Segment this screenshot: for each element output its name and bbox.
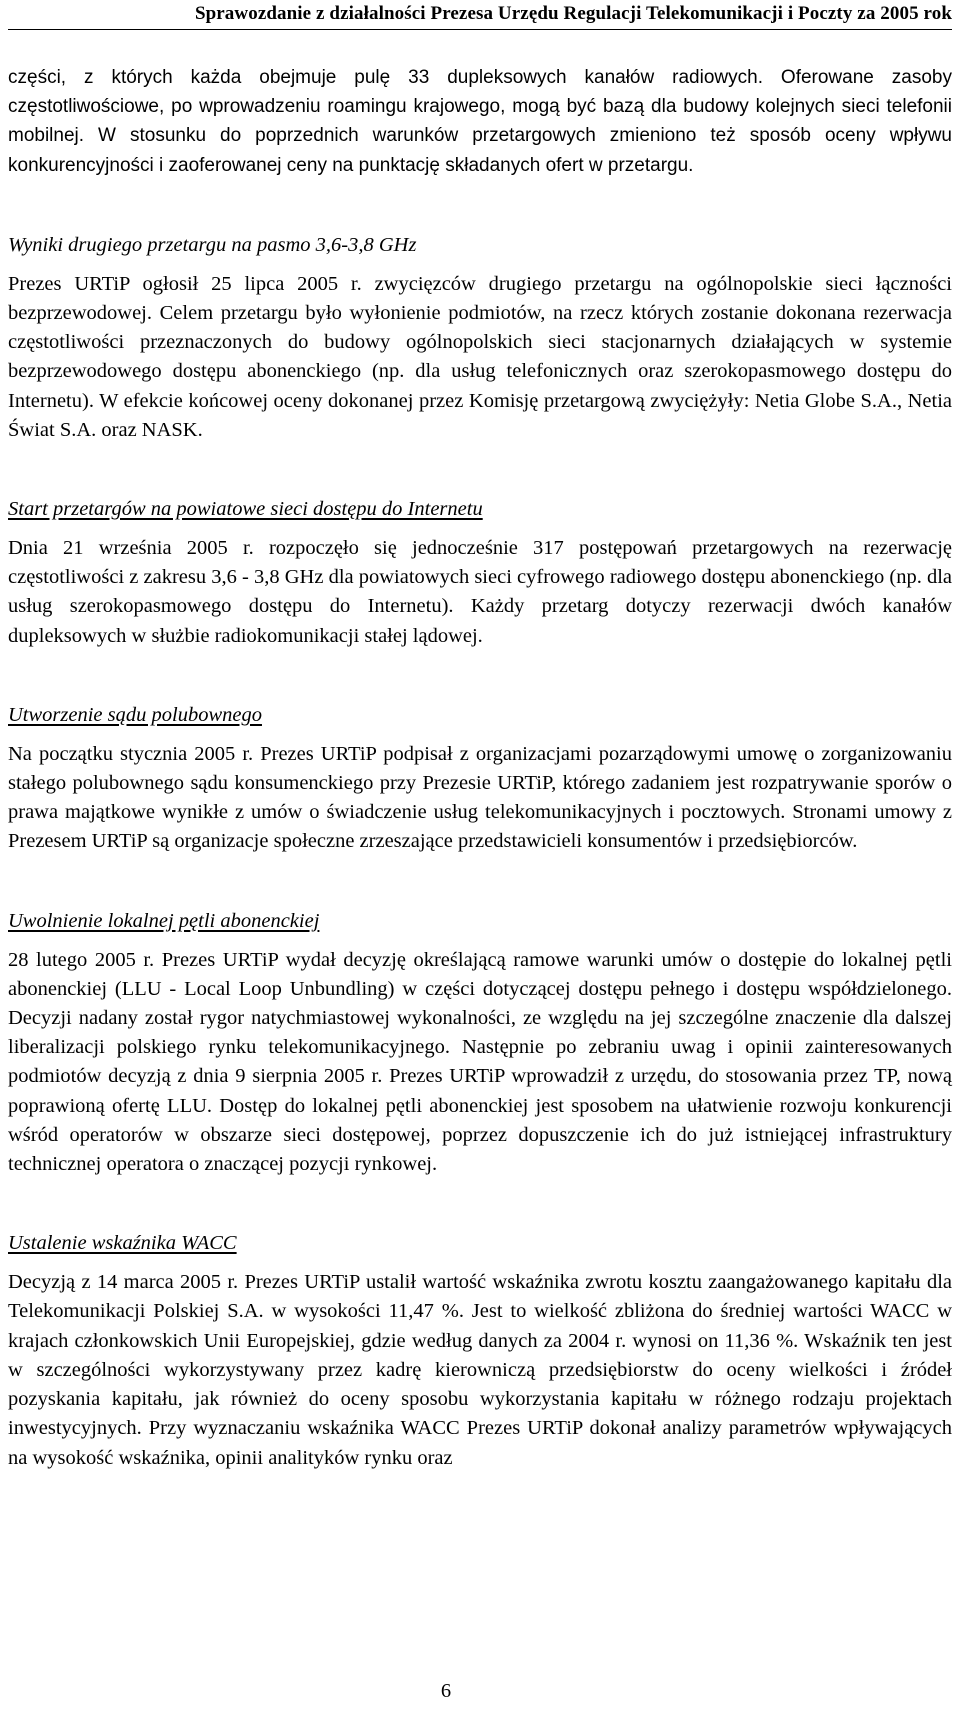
section-paragraph-lokalna-petla: 28 lutego 2005 r. Prezes URTiP wydał decyzję określającą ramowe warunki umów o dostępie do lokalnej pętli abonenckiej (LLU - Local Loop Unbundling) w części dotyczącej dostępu pełnego i dostępu współdzielonego. Decyzji nadany został rygor natychmiastowej wykonalności, ze względu na jej szczególne znaczenie dla dalszej liberalizacji polskiego rynku telekomunikacyjnego. Następnie po zebraniu uwag i opinii zainteresowanych podmiotów decyzją z dnia 9 sierpnia 2005 r. Prezes URTiP wprowadził z urzędu, do stosowania przez TP, nową poprawioną ofertę LLU. Dostęp do lokalnej pętli abonenckiej jest sposobem na ułatwienie rozwoju konkurencji wśród operatorów w obszarze sieci dostępowej, poprzez dopuszczenie ich do już istniejącej infrastruktury technicznej operatora o znaczącej pozycji rynkowej. — [8, 948, 952, 1176]
section-paragraph-przetarg-3-6-3-8: Prezes URTiP ogłosił 25 lipca 2005 r. zwycięzców drugiego przetargu na ogólnopolskie sieci łączności bezprzewodowej. Celem przetargu było wyłonienie podmiotów, na rzecz których zostanie dokonana rezerwacja częstotliwości przeznaczonych do budowy ogólnopolskich sieci stacjonarnych działających w systemie bezprzewodowego dostępu abonenckiego (np. dla usług telefonicznych oraz szerokopasmowego dostępu do Internetu). W efekcie końcowej oceny dokonanej przez Komisję przetargową zwyciężyły: Netia Globe S.A., Netia Świat S.A. oraz NASK. — [8, 272, 952, 441]
page-content — [8, 63, 952, 1473]
section-heading-sad-polubowny: Utworzenie sądu polubownego — [8, 703, 262, 726]
section-heading-powiatowe-sieci: Start przetargów na powiatowe sieci dostępu do Internetu — [8, 498, 483, 521]
page-number: 6 — [440, 1680, 452, 1702]
intro-paragraph: części, z których każda obejmuje pulę 33 dupleksowych kanałów radiowych. Oferowane zasoby częstotliwościowe, po wprowadzeniu roamingu krajowego, mogą być bazą dla budowy kolejnych sieci telefonii mobilnej. W stosunku do poprzednich warunków przetargowych zmieniono też sposób oceny wpływu konkurencyjności i zaoferowanej ceny na punktację składanych ofert w przetargu. — [8, 67, 952, 176]
section-heading-lokalna-petla: Uwolnienie lokalnej pętli abonenckiej — [8, 909, 320, 932]
section-paragraph-sad-polubowny: Na początku stycznia 2005 r. Prezes URTiP podpisał z organizacjami pozarządowymi umowę o zorganizowaniu stałego polubownego sądu konsumenckiego przy Prezesie URTiP, którego zadaniem jest rozpatrywanie sporów o prawa majątkowe wynikłe z umów o świadczenie usług telekomunikacyjnych i pocztowych. Stronami umowy z Prezesem URTiP są organizacje społeczne zrzeszające przedstawicieli konsumentów i przedsiębiorców. — [8, 742, 952, 853]
section-paragraph-powiatowe-sieci: Dnia 21 września 2005 r. rozpoczęło się jednocześnie 317 postępowań przetargowych na rezerwację częstotliwości z zakresu 3,6 - 3,8 GHz dla powiatowych sieci cyfrowego radiowego dostępu abonenckiego (np. dla usług szerokopasmowego dostępu do Internetu). Każdy przetarg dotyczy rezerwacji dwóch kanałów dupleksowych w służbie radiokomunikacji stałej lądowej. — [8, 537, 952, 647]
section-heading-wacc: Ustalenie wskaźnika WACC — [8, 1232, 237, 1255]
header-rule — [8, 29, 952, 30]
running-header: Sprawozdanie z działalności Prezesa Urzędu Regulacji Telekomunikacji i Poczty za 2005 rok — [194, 3, 952, 24]
section-heading-przetarg-3-6-3-8: Wyniki drugiego przetargu na pasmo 3,6-3,8 GHz — [8, 233, 417, 256]
section-paragraph-wacc: Decyzją z 14 marca 2005 r. Prezes URTiP ustalił wartość wskaźnika zwrotu kosztu zaangażowanego kapitału dla Telekomunikacji Polskiej S.A. w wysokości 11,47 %. Jest to wielkość zbliżona do średniej wartości WACC w krajach członkowskich Unii Europejskiej, gdzie według danych za 2004 r. wynosi on 11,36 %. Wskaźnik ten jest w szczególności wykorzystywany przez kadrę kierowniczą przedsiębiorstw do oceny wielkości i źródeł pozyskania kapitału, jak również do oceny sposobu wykorzystania kapitału w różnego rodzaju projektach inwestycyjnych. Przy wyznaczaniu wskaźnika WACC Prezes URTiP dokonał analizy parametrów wpływających na wysokość wskaźnika, opinii analityków rynku oraz — [8, 1271, 952, 1469]
